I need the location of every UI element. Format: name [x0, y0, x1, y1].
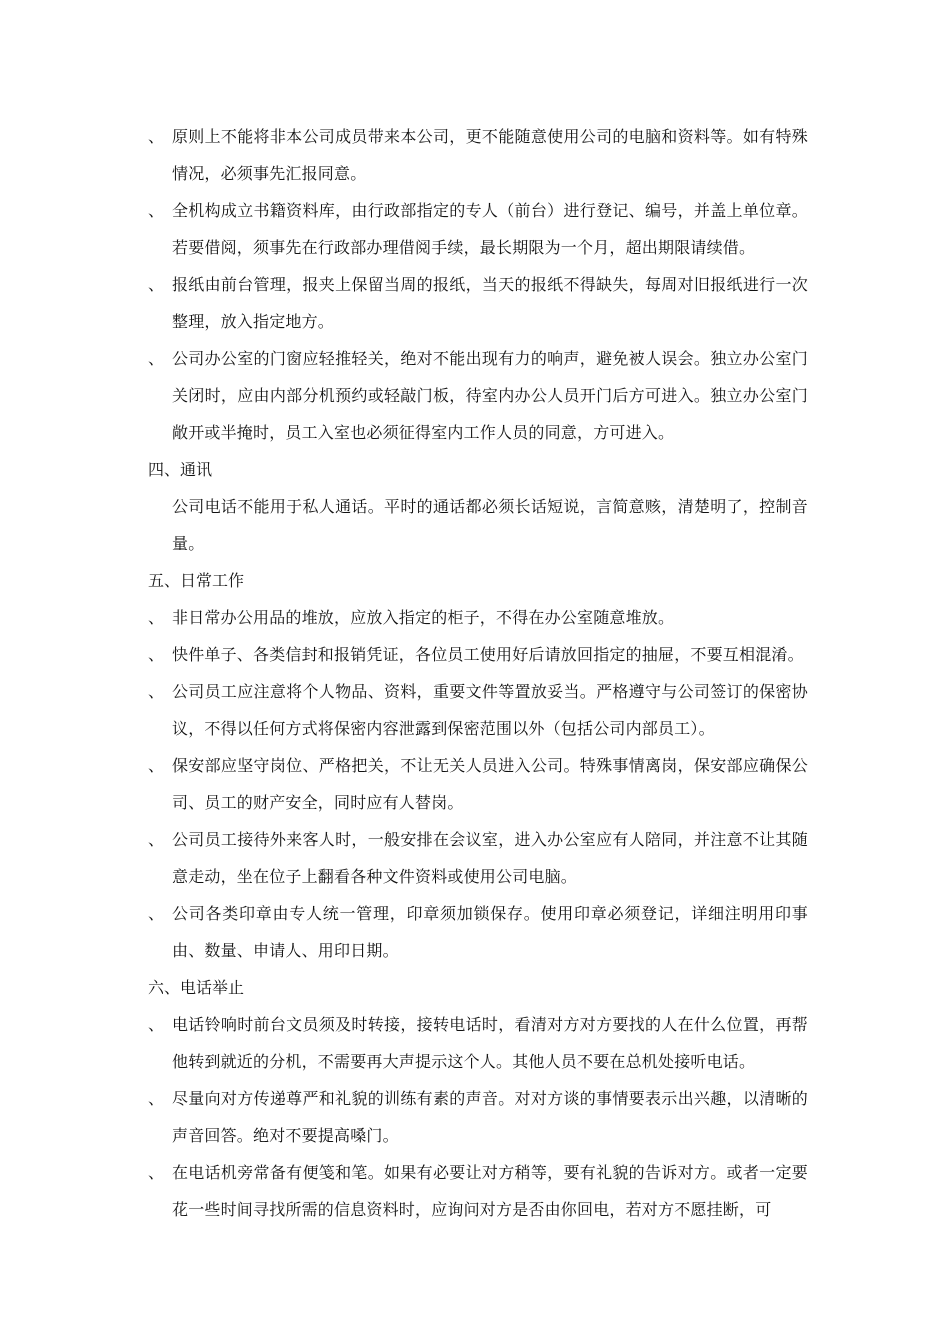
- list-marker: 、: [148, 608, 165, 627]
- list-item-text: 报纸由前台管理，报夹上保留当周的报纸，当天的报纸不得缺失，每周对旧报纸进行一次整理，放入指定地方。: [172, 275, 808, 331]
- list-item-text: 公司员工应注意将个人物品、资料，重要文件等置放妥当。严格遵守与公司签订的保密协议，不得以任何方式将保密内容泄露到保密范围以外（包括公司内部员工）。: [172, 682, 808, 738]
- section-heading-communication: 四、通讯: [148, 460, 213, 479]
- list-item: [0, 636, 808, 673]
- list-marker: 、: [148, 349, 165, 368]
- list-item: [0, 599, 808, 636]
- list-item-text: 原则上不能将非本公司成员带来本公司，更不能随意使用公司的电脑和资料等。如有特殊情况，必须事先汇报同意。: [172, 127, 808, 183]
- list-marker: 、: [148, 904, 165, 923]
- section-heading-daily-work: 五、日常工作: [148, 571, 245, 590]
- list-item-text: 非日常办公用品的堆放，应放入指定的柜子，不得在办公室随意堆放。: [172, 608, 675, 627]
- list-item-text: 公司各类印章由专人统一管理，印章须加锁保存。使用印章必须登记，详细注明用印事由、数量、申请人、用印日期。: [172, 904, 808, 960]
- list-marker: 、: [148, 682, 165, 701]
- list-marker: 、: [148, 201, 165, 220]
- list-item-text: 在电话机旁常备有便笺和笔。如果有必要让对方稍等，要有礼貌的告诉对方。或者一定要花一些时间寻找所需的信息资料时，应询问对方是否由你回电，若对方不愿挂断，可: [172, 1163, 808, 1219]
- list-item-text: 全机构成立书籍资料库，由行政部指定的专人（前台）进行登记、编号，并盖上单位章。若要借阅，须事先在行政部办理借阅手续，最长期限为一个月，超出期限请续借。: [172, 201, 808, 257]
- list-item: [0, 266, 808, 340]
- communication-paragraph: 公司电话不能用于私人通话。平时的通话都必须长话短说，言简意赅，清楚明了，控制音量。: [172, 497, 808, 553]
- list-marker: 、: [148, 1015, 165, 1034]
- list-item: [0, 340, 808, 451]
- list-item-text: 公司办公室的门窗应轻推轻关，绝对不能出现有力的响声，避免被人误会。独立办公室门关闭时，应由内部分机预约或轻敲门板，待室内办公人员开门后方可进入。独立办公室门敞开或半掩时，员工入室也必须征得室内工作人员的同意，方可进入。: [172, 349, 808, 442]
- list-item: [0, 1154, 808, 1228]
- list-marker: 、: [148, 1089, 165, 1108]
- list-item: [0, 1006, 808, 1080]
- list-marker: 、: [148, 756, 165, 775]
- list-item: [0, 118, 808, 192]
- list-item: [0, 192, 808, 266]
- list-item: [0, 673, 808, 747]
- list-marker: 、: [148, 830, 165, 849]
- list-marker: 、: [148, 127, 165, 146]
- list-item-text: 尽量向对方传递尊严和礼貌的训练有素的声音。对对方谈的事情要表示出兴趣，以清晰的声音回答。绝对不要提高嗓门。: [172, 1089, 808, 1145]
- list-item: [0, 895, 808, 969]
- list-item-text: 保安部应坚守岗位、严格把关，不让无关人员进入公司。特殊事情离岗，保安部应确保公司、员工的财产安全，同时应有人替岗。: [172, 756, 808, 812]
- list-item: [0, 821, 808, 895]
- section-heading-phone-manners: 六、电话举止: [148, 978, 245, 997]
- list-item-text: 公司员工接待外来客人时，一般安排在会议室，进入办公室应有人陪同，并注意不让其随意走动，坐在位子上翻看各种文件资料或使用公司电脑。: [172, 830, 808, 886]
- list-marker: 、: [148, 275, 165, 294]
- document-body: [0, 118, 950, 1228]
- list-marker: 、: [148, 1163, 165, 1182]
- list-item-text: 电话铃响时前台文员须及时转接，接转电话时，看清对方对方要找的人在什么位置，再帮他转到就近的分机，不需要再大声提示这个人。其他人员不要在总机处接听电话。: [172, 1015, 808, 1071]
- list-marker: 、: [148, 645, 165, 664]
- list-item: [0, 747, 808, 821]
- list-item: [0, 1080, 808, 1154]
- list-item-text: 快件单子、各类信封和报销凭证，各位员工使用好后请放回指定的抽屉，不要互相混淆。: [172, 645, 804, 664]
